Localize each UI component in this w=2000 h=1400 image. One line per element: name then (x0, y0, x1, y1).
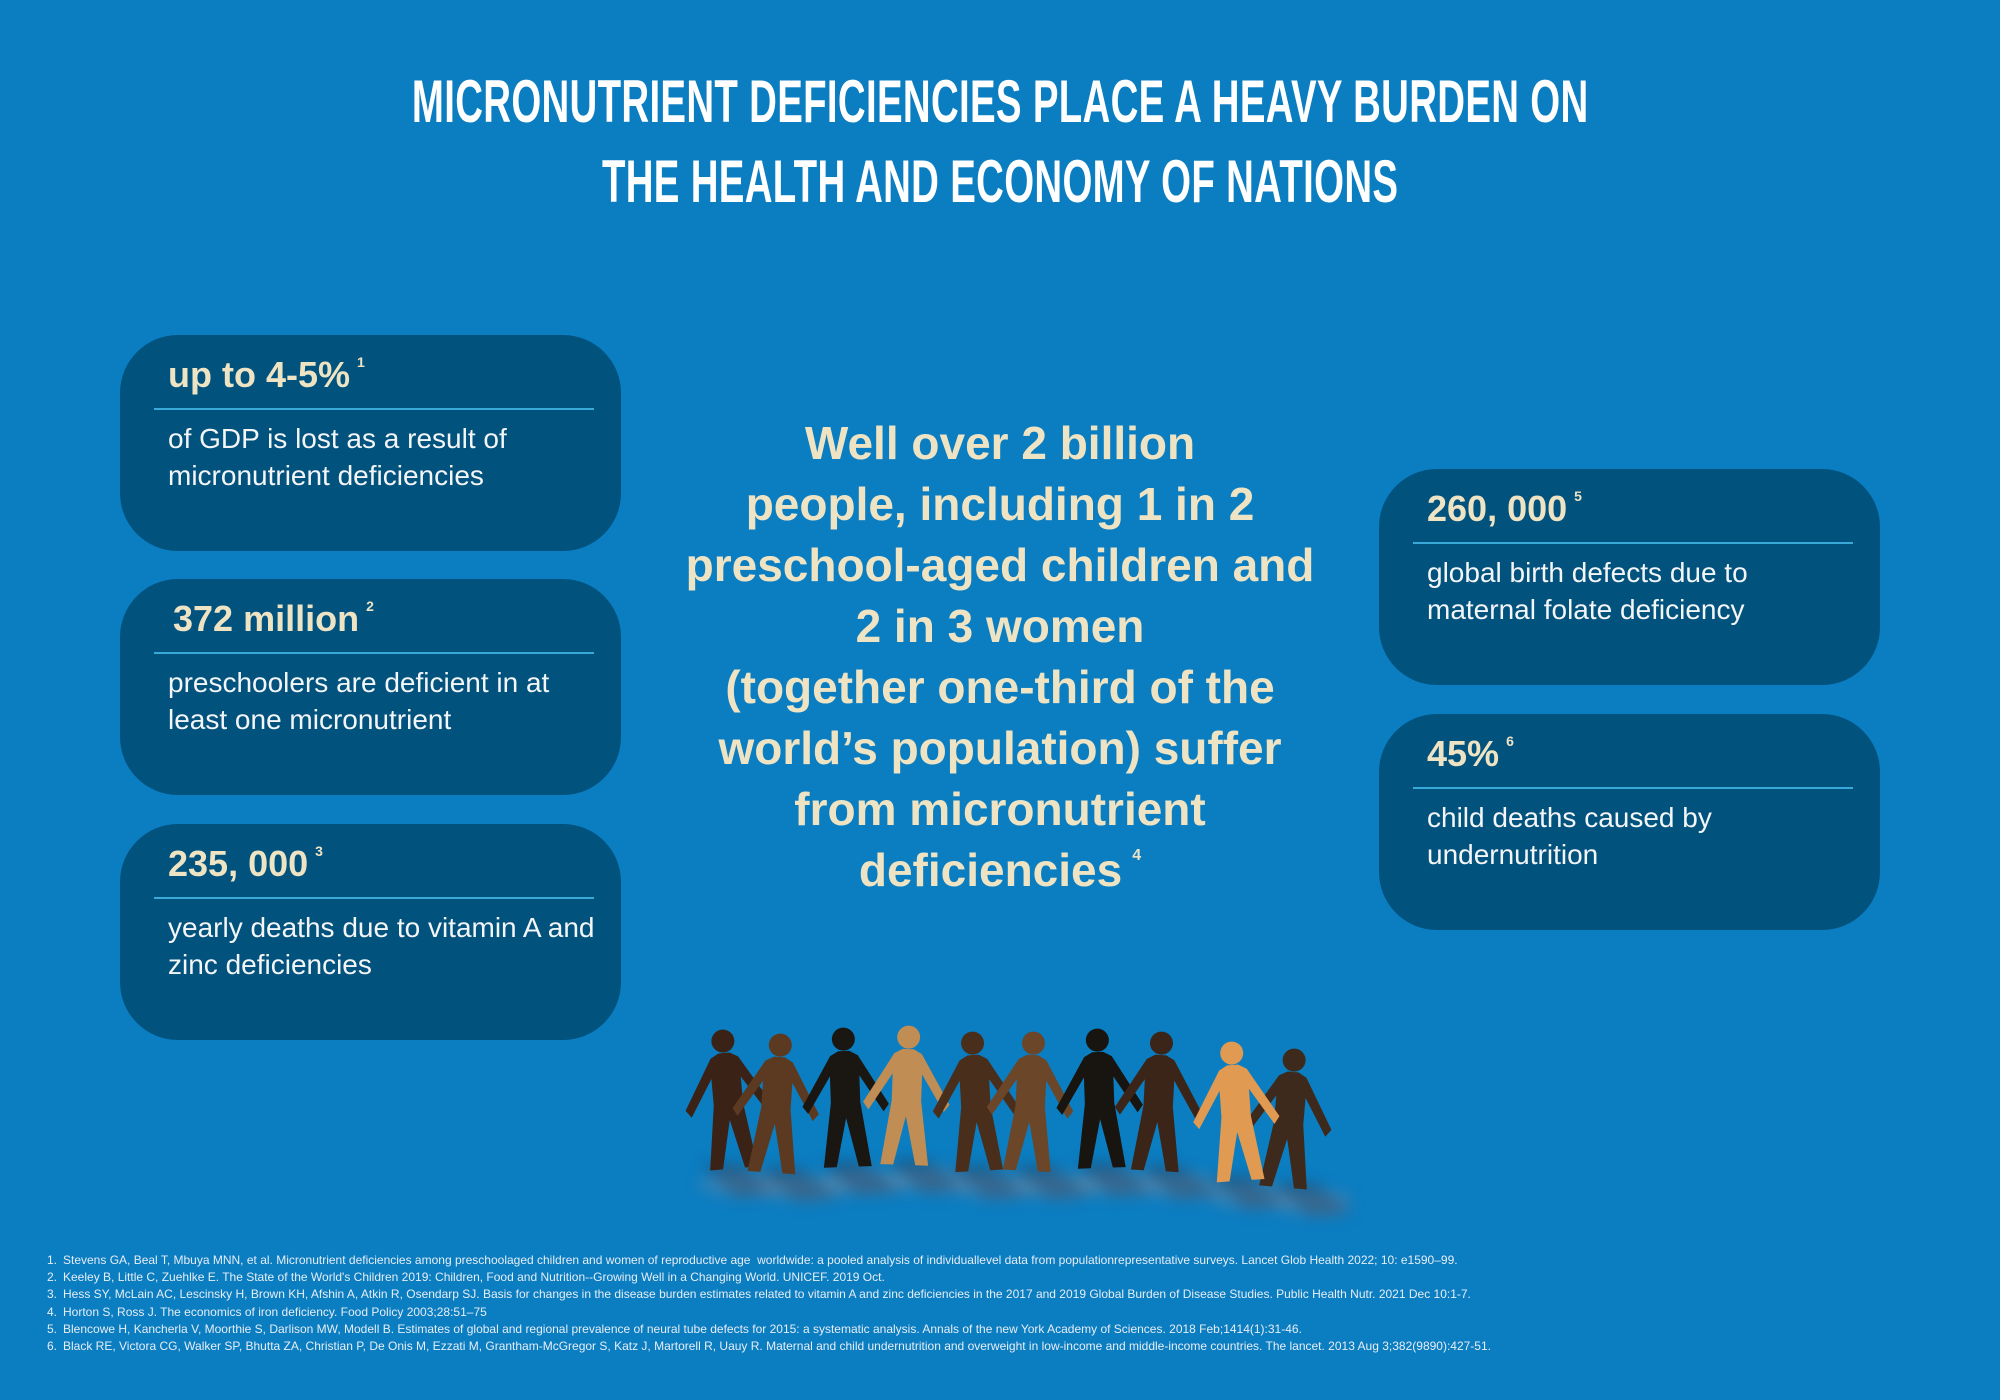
reference-text: Blencowe H, Kancherla V, Moorthie S, Darlison MW, Modell B. Estimates of global and regional prevalence of neural tube defects for 2015: a systematic analysis. Annals of the new York Academy of Sciences. 2018 Feb;1414(1):31-46. (63, 1321, 1302, 1336)
reference-item (47, 1286, 1491, 1303)
reference-item (47, 1321, 1491, 1338)
page-title-text: THE HEALTH AND ECONOMY OF NATIONS (601, 148, 1399, 215)
figure-head (1219, 1041, 1244, 1066)
page-title-text: MICRONUTRIENT DEFICIENCIES PLACE A HEAVY BURDEN ON (411, 68, 1589, 135)
statement-line: people, including 1 in 2 (745, 478, 1255, 530)
card-body-line: preschoolers are deficient in at (168, 667, 550, 698)
card-body-line: undernutrition (1427, 839, 1599, 870)
statement-line: from micronutrient (794, 783, 1206, 835)
figure-body (1112, 1053, 1204, 1173)
statement-line: (together one-third of the (725, 661, 1275, 713)
card-reference-marker: 6 (1506, 733, 1514, 749)
card-divider (154, 897, 594, 899)
statement-line: world’s population) suffer (718, 722, 1282, 774)
card-body-line: maternal folate deficiency (1427, 594, 1745, 625)
card-reference-marker: 3 (315, 843, 323, 859)
center-statement (640, 413, 1360, 901)
paper-people-chain (650, 1015, 1350, 1205)
statement-reference-marker: 4 (1132, 847, 1142, 864)
person-figure (1112, 1029, 1206, 1173)
page-title-line-2 (0, 142, 2000, 222)
card-description (1427, 554, 1748, 628)
reference-number: 4. (47, 1304, 58, 1319)
reference-item (47, 1304, 1491, 1321)
reference-text: Horton S, Ross J. The economics of iron deficiency. Food Policy 2003;28:51–75 (63, 1304, 487, 1319)
card-headline-value: 372 million (173, 598, 360, 639)
reference-number: 5. (47, 1321, 58, 1336)
card-description (1427, 799, 1712, 873)
person-figure (800, 1026, 891, 1168)
reference-text: Keeley B, Little C, Zuehlke E. The State of the World's Children 2019: Children, Food and Nutrition--Growing Well in a Changing World. UNICEF. 2019 Oct. (63, 1270, 885, 1285)
card-headline (1427, 732, 1514, 776)
statement-line-last (640, 840, 1360, 901)
references-list (47, 1252, 1491, 1355)
card-body-line: of GDP is lost as a result of (168, 423, 507, 454)
card-headline (1427, 487, 1582, 531)
card-reference-marker: 2 (366, 598, 374, 614)
statement-line: deficiencies (858, 844, 1123, 896)
card-description (168, 664, 549, 738)
stat-card-preschoolers (120, 579, 621, 795)
figure-head (897, 1025, 921, 1049)
figure-head (1282, 1048, 1307, 1073)
card-body-line: zinc deficiencies (168, 949, 372, 980)
card-headline-value: 260, 000 (1427, 488, 1568, 529)
stat-card-birth-defects (1379, 469, 1880, 685)
reference-number: 3. (47, 1287, 58, 1302)
reference-text: Stevens GA, Beal T, Mbuya MNN, et al. Micronutrient deficiencies among preschoolaged children and women of reproductive age worldwide: a pooled analysis of individuallevel data from populationrepresentative surveys. Lancet Glob Health 2022; 10: e1590–99. (63, 1253, 1458, 1267)
figure-head (710, 1029, 735, 1054)
reference-number: 6. (47, 1339, 58, 1354)
card-divider (154, 652, 594, 654)
card-body-line: global birth defects due to (1427, 557, 1748, 588)
figure-head (831, 1027, 855, 1051)
card-body-line: yearly deaths due to vitamin A and (168, 912, 595, 943)
card-body-line: child deaths caused by (1427, 802, 1712, 833)
stat-card-child-deaths (1379, 714, 1880, 930)
card-description (168, 909, 595, 983)
reference-text: Hess SY, McLain AC, Lescinsky H, Brown KH, Afshin A, Atkin R, Osendarp SJ. Basis for changes in the disease burden estimates related to vitamin A and zinc deficiencies in the 2017 and 2019 Global Burden of Disease Studies. Public Health Nutr. 2021 Dec 10:1-7. (63, 1287, 1471, 1302)
people-chain-illustration (650, 1015, 1350, 1205)
card-divider (1413, 542, 1853, 544)
figure-head (960, 1031, 984, 1055)
reference-item (47, 1338, 1491, 1355)
card-reference-marker: 5 (1574, 488, 1582, 504)
card-divider (1413, 787, 1853, 789)
card-headline (173, 597, 374, 641)
statement-line: Well over 2 billion (804, 417, 1196, 469)
card-description (168, 420, 507, 494)
figure-head (1021, 1031, 1045, 1055)
card-body-line: least one micronutrient (168, 704, 452, 735)
page-title-line-1 (0, 62, 2000, 142)
card-reference-marker: 1 (357, 354, 365, 370)
card-divider (154, 408, 594, 410)
card-body-line: micronutrient deficiencies (168, 460, 484, 491)
card-headline-value: up to 4-5% (168, 354, 351, 395)
card-headline (168, 842, 323, 886)
figure-head (768, 1033, 793, 1058)
card-headline (168, 353, 365, 397)
stat-card-gdp-loss (120, 335, 621, 551)
reference-item (47, 1252, 1491, 1269)
reference-number: 2. (47, 1270, 58, 1285)
statement-line: preschool-aged children and (685, 539, 1315, 591)
figure-head (1149, 1031, 1173, 1055)
card-headline-value: 235, 000 (168, 843, 309, 884)
reference-text: Black RE, Victora CG, Walker SP, Bhutta ZA, Christian P, De Onis M, Ezzati M, Grantham-McGregor S, Katz J, Martorell R, Uauy R. Maternal and child undernutrition and overweight in low-income and middle-income countries. The lancet. 2013 Aug 3;382(9890):427-51. (63, 1339, 1491, 1354)
card-headline-value: 45% (1427, 733, 1500, 774)
reference-number: 1. (47, 1253, 58, 1267)
reference-item (47, 1269, 1491, 1286)
figure-head (1085, 1028, 1109, 1052)
person-figure (861, 1024, 952, 1166)
statement-line: 2 in 3 women (855, 600, 1145, 652)
stat-card-yearly-deaths (120, 824, 621, 1040)
